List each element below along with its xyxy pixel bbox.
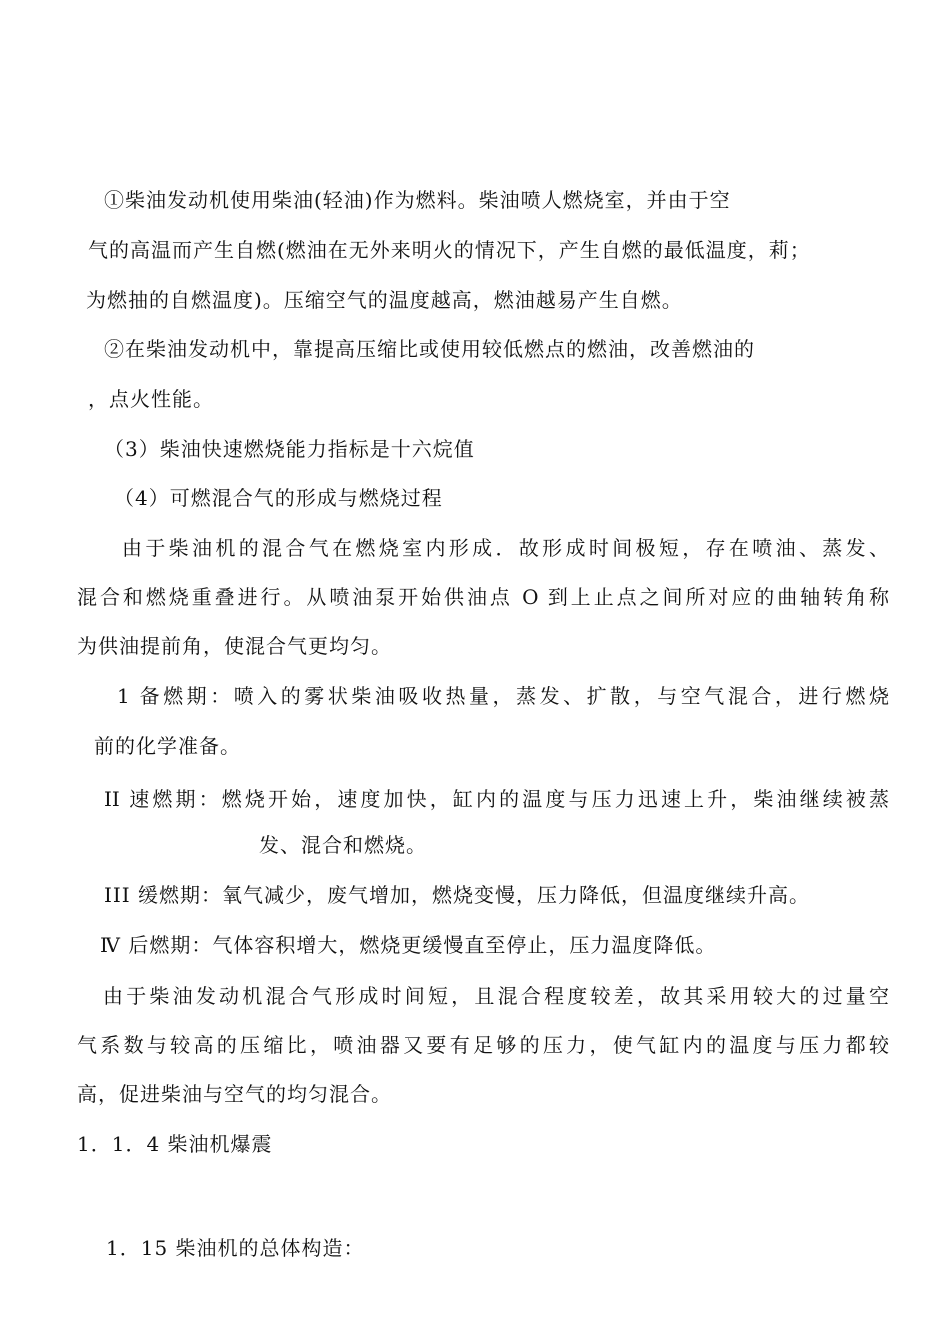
- stage-1-line1: 1 备燃期：喷入的雾状柴油吸收热量，蒸发、扩散，与空气混合，进行燃烧: [117, 684, 889, 708]
- paragraph-summary-line2: 气系数与较高的压缩比，喷油器又要有足够的压力，使气缸内的温度与压力都较: [77, 1033, 889, 1057]
- paragraph-ignition-line2: ，点火性能。: [88, 387, 214, 411]
- paragraph-diesel-fuel-line2: 气的高温而产生自燃(燃油在无外来明火的情况下，产生自燃的最低温度，莉；: [88, 238, 811, 262]
- paragraph-mixture-line3: 为供油提前角，使混合气更均匀。: [77, 634, 392, 658]
- stage-2-line2: 发、混合和燃烧。: [259, 833, 427, 857]
- section-heading-knock: 1．1．4 柴油机爆震: [77, 1132, 273, 1156]
- stage-1-line2: 前的化学准备。: [94, 734, 241, 758]
- item-mixture-formation: （4）可燃混合气的形成与燃烧过程: [114, 486, 443, 510]
- paragraph-ignition-line1: ②在柴油发动机中，靠提高压缩比或使用较低燃点的燃油，改善燃油的: [104, 337, 755, 361]
- paragraph-diesel-fuel-line3: 为燃抽的自燃温度)。压缩空气的温度越高，燃油越易产生自燃。: [86, 288, 683, 312]
- paragraph-summary-line1: 由于柴油发动机混合气形成时间短，且混合程度较差，故其采用较大的过量空: [103, 984, 889, 1008]
- section-heading-structure: 1．15 柴油机的总体构造：: [106, 1236, 365, 1260]
- paragraph-mixture-line2: 混合和燃烧重叠进行。从喷油泵开始供油点 O 到上止点之间所对应的曲轴转角称: [77, 585, 889, 609]
- stage-4-line: Ⅳ 后燃期：气体容积增大，燃烧更缓慢直至停止，压力温度降低。: [100, 933, 717, 957]
- paragraph-diesel-fuel-line1: ①柴油发动机使用柴油(轻油)作为燃料。柴油喷人燃烧室，并由于空: [104, 188, 731, 212]
- item-cetane-number: （3）柴油快速燃烧能力指标是十六烷值: [104, 437, 475, 461]
- paragraph-mixture-line1: 由于柴油机的混合气在燃烧室内形成．故形成时间极短，存在喷油、蒸发、: [122, 536, 889, 560]
- stage-2-line1: II 速燃期：燃烧开始，速度加快，缸内的温度与压力迅速上升，柴油继续被蒸: [104, 787, 889, 811]
- stage-3-line: III 缓燃期：氧气减少，废气增加，燃烧变慢，压力降低，但温度继续升高。: [104, 883, 811, 907]
- paragraph-summary-line3: 高，促进柴油与空气的均匀混合。: [77, 1082, 392, 1106]
